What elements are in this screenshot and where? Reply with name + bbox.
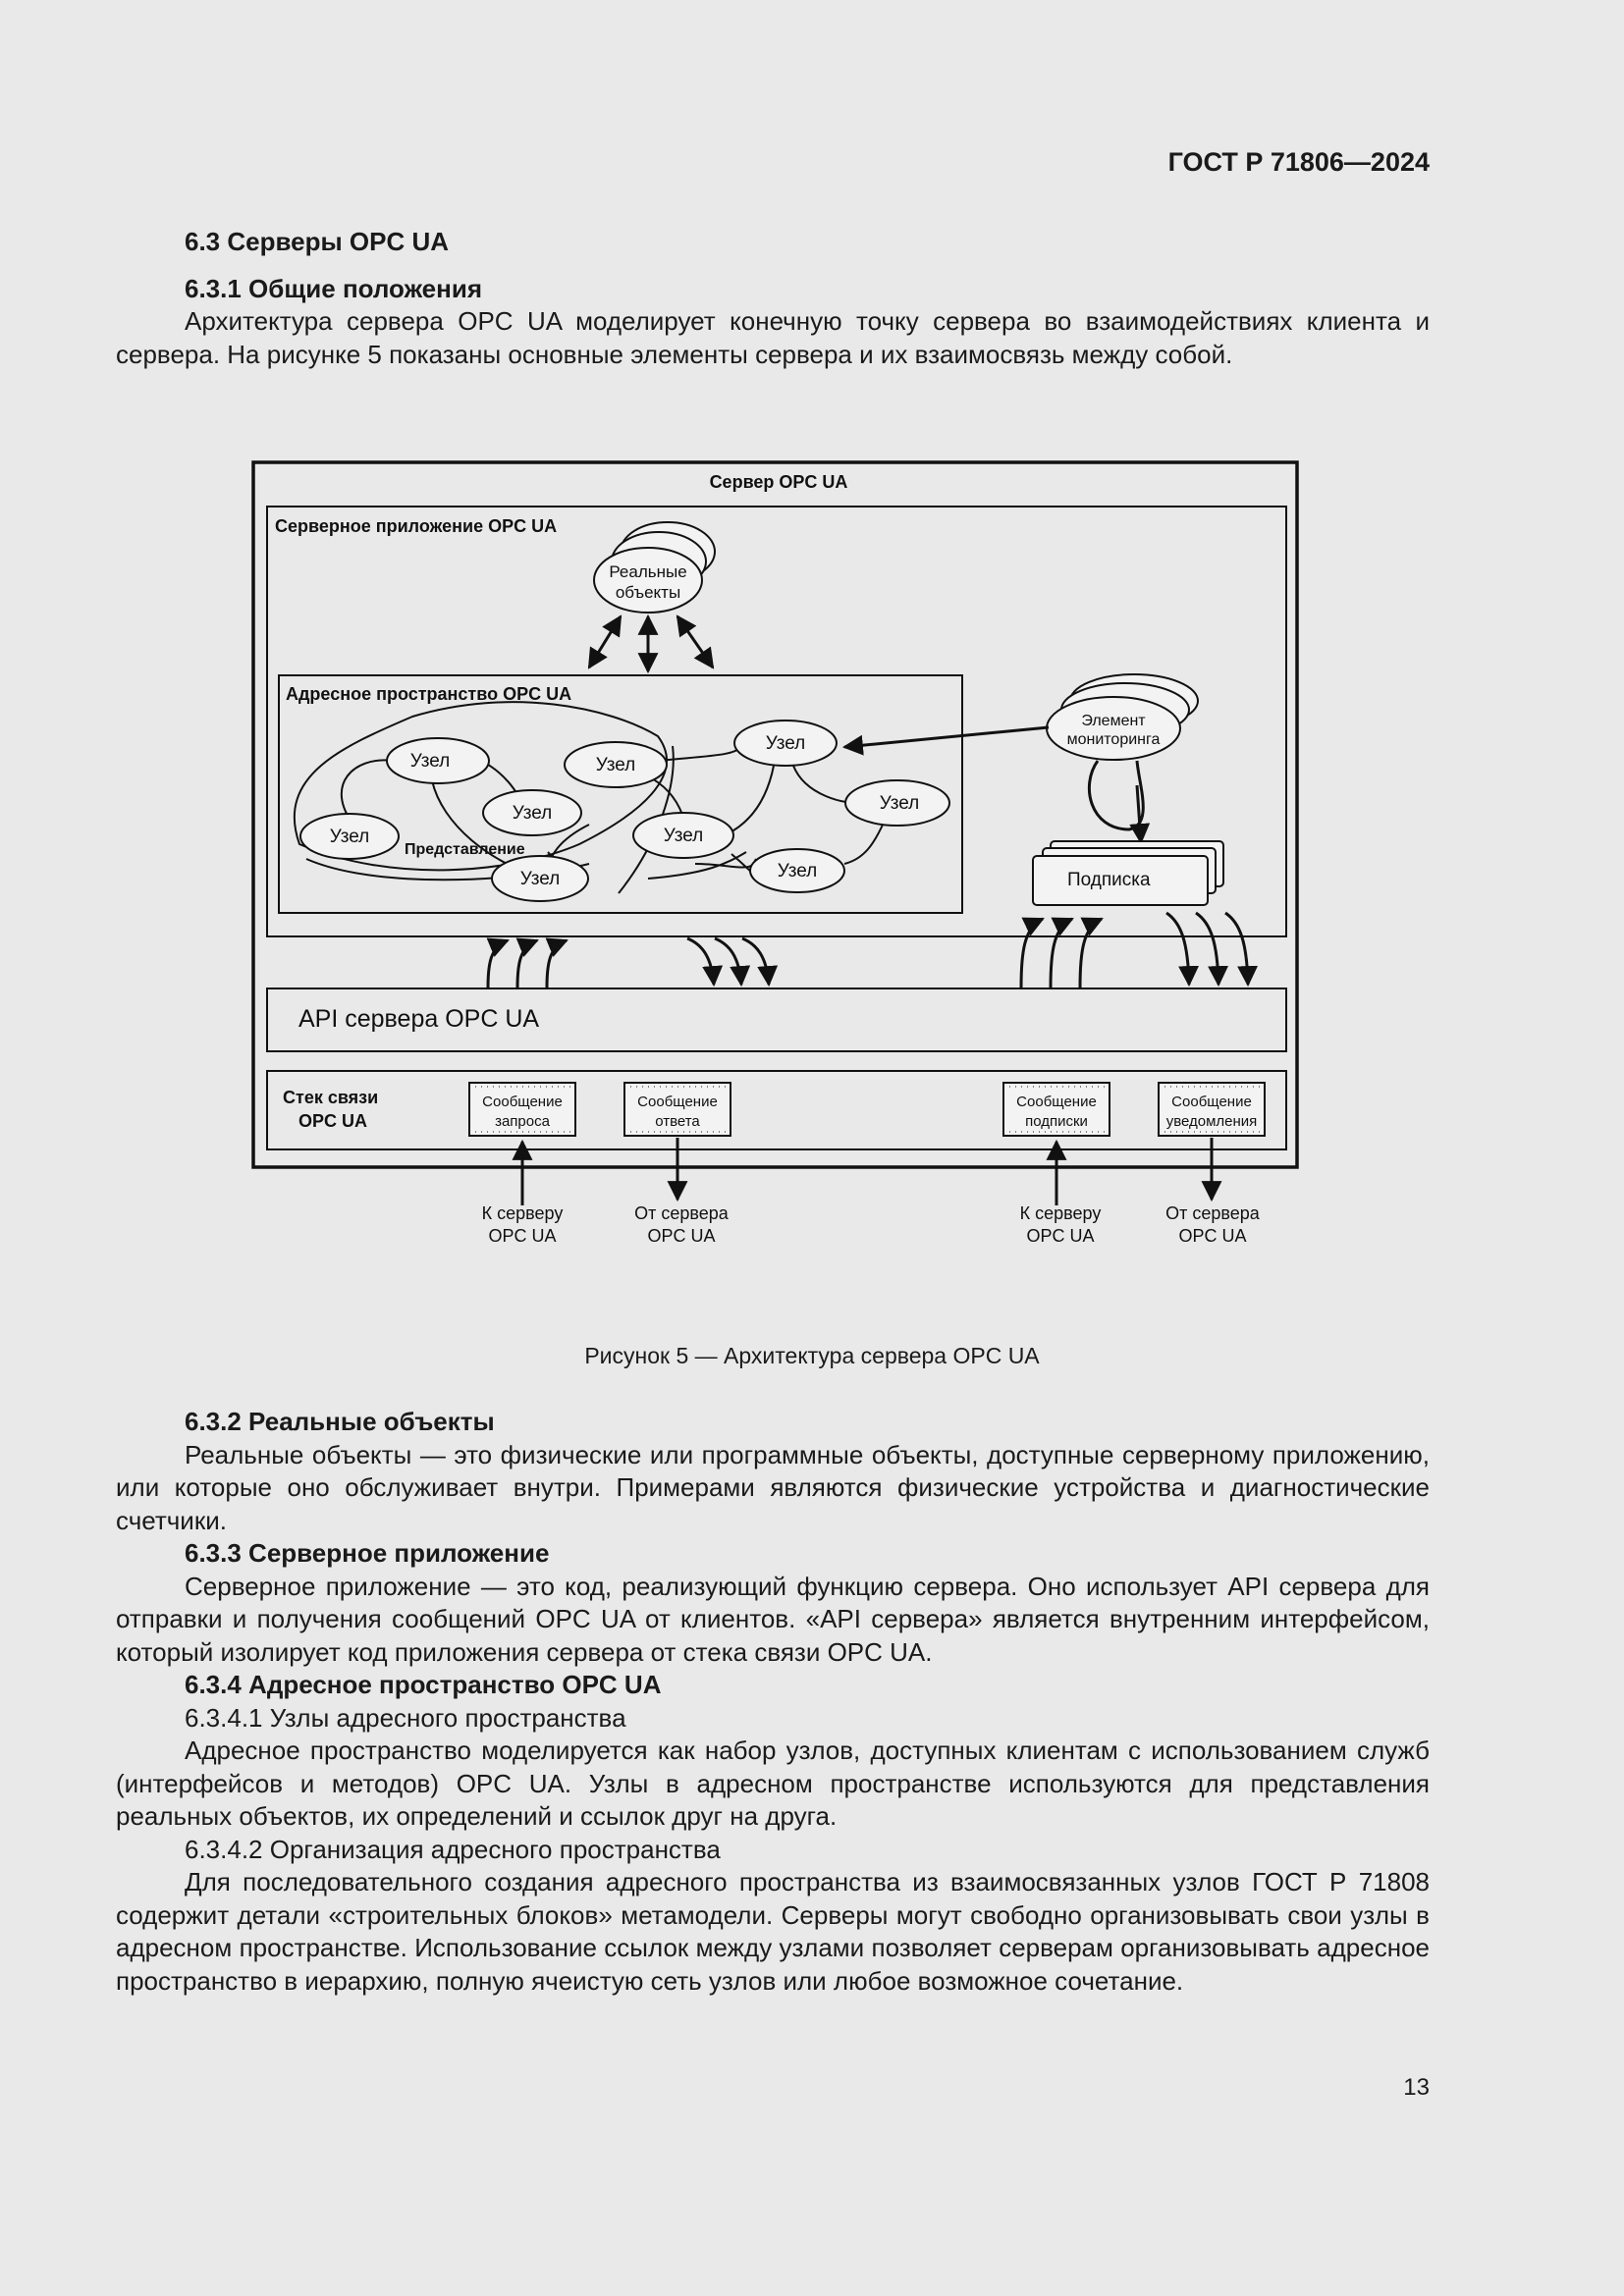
node-label: Узел: [879, 793, 920, 814]
paragraph: Для последовательного создания адресного пространства из взаимосвязанных узлов ГОСТ Р 71808 содержит детали «строительных блоков» метамодели. Серверы могут свободно организовывать свои узлы в адресном пространстве. Использование ссылок между узлами позволяет серверам организовывать адресное пространство в иерархию, полную ячеистую сеть узлов или любое возможное сочетание.: [116, 1867, 1430, 1996]
monitor-label-1: Элемент: [1081, 713, 1146, 729]
page-number: 13: [1403, 2074, 1430, 2101]
node-label: Узел: [519, 869, 561, 889]
node-label: Узел: [329, 827, 370, 847]
monitor-to-node-arrow: [844, 727, 1049, 747]
api-label: API сервера OPC UA: [298, 1005, 540, 1033]
double-arrow-right: [677, 616, 713, 667]
msg-response-2: ответа: [655, 1113, 700, 1130]
stack-frame: [267, 1071, 1286, 1149]
endpoint-1a: К серверу: [481, 1203, 564, 1223]
node-label: Узел: [595, 755, 636, 775]
api-up-arrow-1: [488, 940, 508, 988]
notify-down-arrow-2: [1196, 913, 1218, 985]
subsubsection-title: 6.3.4.2 Организация адресного пространства: [185, 1834, 721, 1864]
subscription-label: Подписка: [1067, 870, 1151, 890]
subsection-title: 6.3.2 Реальные объекты: [185, 1407, 495, 1436]
subsubsection-title: 6.3.4.1 Узлы адресного пространства: [185, 1702, 626, 1733]
endpoint-2b: OPC UA: [647, 1226, 716, 1246]
endpoint-3b: OPC UA: [1026, 1226, 1095, 1246]
paragraph: Архитектура сервера OPC UA моделирует конечную точку сервера во взаимодействиях клиента и сервера. На рисунке 5 показаны основные элементы сервера и их взаимосвязь между собой.: [116, 306, 1430, 369]
endpoint-4a: От сервера: [1165, 1203, 1260, 1223]
sub-up-arrow-3: [1080, 919, 1102, 988]
api-down-arrow-3: [742, 938, 769, 985]
paragraph: Адресное пространство моделируется как набор узлов, доступных клиентам с использованием служб (интерфейсов и методов) OPC UA. Узлы в адресном пространстве используются для представления реальных объектов, их определений и ссылок друг на друга.: [116, 1735, 1430, 1831]
document-header: ГОСТ Р 71806—2024: [1167, 147, 1430, 177]
stack-label-1: Стек связи: [283, 1088, 379, 1107]
subsection-title: 6.3.4 Адресное пространство OPC UA: [185, 1670, 662, 1699]
endpoint-4b: OPC UA: [1178, 1226, 1247, 1246]
double-arrow-left: [589, 616, 621, 667]
notify-down-arrow-3: [1225, 913, 1248, 985]
endpoint-1b: OPC UA: [488, 1226, 557, 1246]
sub-up-arrow-1: [1021, 919, 1043, 988]
node-label: Узел: [512, 803, 553, 824]
real-objects-label-1: Реальные: [609, 562, 687, 581]
subsection-title: 6.3.3 Серверное приложение: [185, 1538, 550, 1568]
msg-subscription-1: Сообщение: [1016, 1094, 1097, 1110]
endpoint-3a: К серверу: [1019, 1203, 1102, 1223]
view-label: Представление: [405, 841, 525, 858]
node-label: Узел: [409, 751, 451, 772]
msg-response-1: Сообщение: [637, 1094, 718, 1110]
section-title: 6.3 Серверы OPC UA: [185, 227, 450, 256]
notify-down-arrow-1: [1166, 913, 1189, 985]
msg-subscription-2: подписки: [1025, 1113, 1088, 1130]
server-label: Сервер OPC UA: [709, 472, 848, 492]
api-down-arrow-1: [687, 938, 714, 985]
monitor-label-2: мониторинга: [1066, 731, 1161, 748]
msg-request-1: Сообщение: [482, 1094, 563, 1110]
figure-caption: Рисунок 5 — Архитектура сервера OPC UA: [584, 1343, 1040, 1368]
stack-label-2: OPC UA: [298, 1111, 368, 1131]
real-objects-label-2: объекты: [615, 583, 681, 602]
api-up-arrow-2: [517, 940, 537, 988]
paragraph: Серверное приложение — это код, реализующий функцию сервера. Оно использует API сервера для отправки и получения сообщений OPC UA от клиентов. «API сервера» является внутренним интерфейсом, который изолирует код приложения сервера от стека связи OPC UA.: [116, 1571, 1430, 1667]
endpoint-2a: От сервера: [634, 1203, 729, 1223]
msg-notification-2: уведомления: [1165, 1113, 1258, 1130]
api-down-arrow-2: [715, 938, 741, 985]
section-body: [116, 1406, 1430, 1998]
node-label: Узел: [765, 733, 806, 754]
sub-up-arrow-2: [1051, 919, 1072, 988]
msg-request-2: запроса: [495, 1113, 550, 1130]
address-space-label: Адресное пространство OPC UA: [286, 684, 572, 704]
node-label: Узел: [777, 861, 818, 881]
api-up-arrow-3: [547, 940, 567, 988]
monitor-to-subscription-arrow: [1089, 761, 1143, 842]
subsection-title: 6.3.1 Общие положения: [185, 273, 482, 303]
app-label: Серверное приложение OPC UA: [275, 516, 558, 536]
paragraph: Реальные объекты — это физические или программные объекты, доступные серверному приложению, или которые оно обслуживает внутри. Примерами являются физические устройства и диагностические счетчики.: [116, 1439, 1430, 1535]
node-label: Узел: [663, 826, 704, 846]
msg-notification-1: Сообщение: [1171, 1094, 1252, 1110]
